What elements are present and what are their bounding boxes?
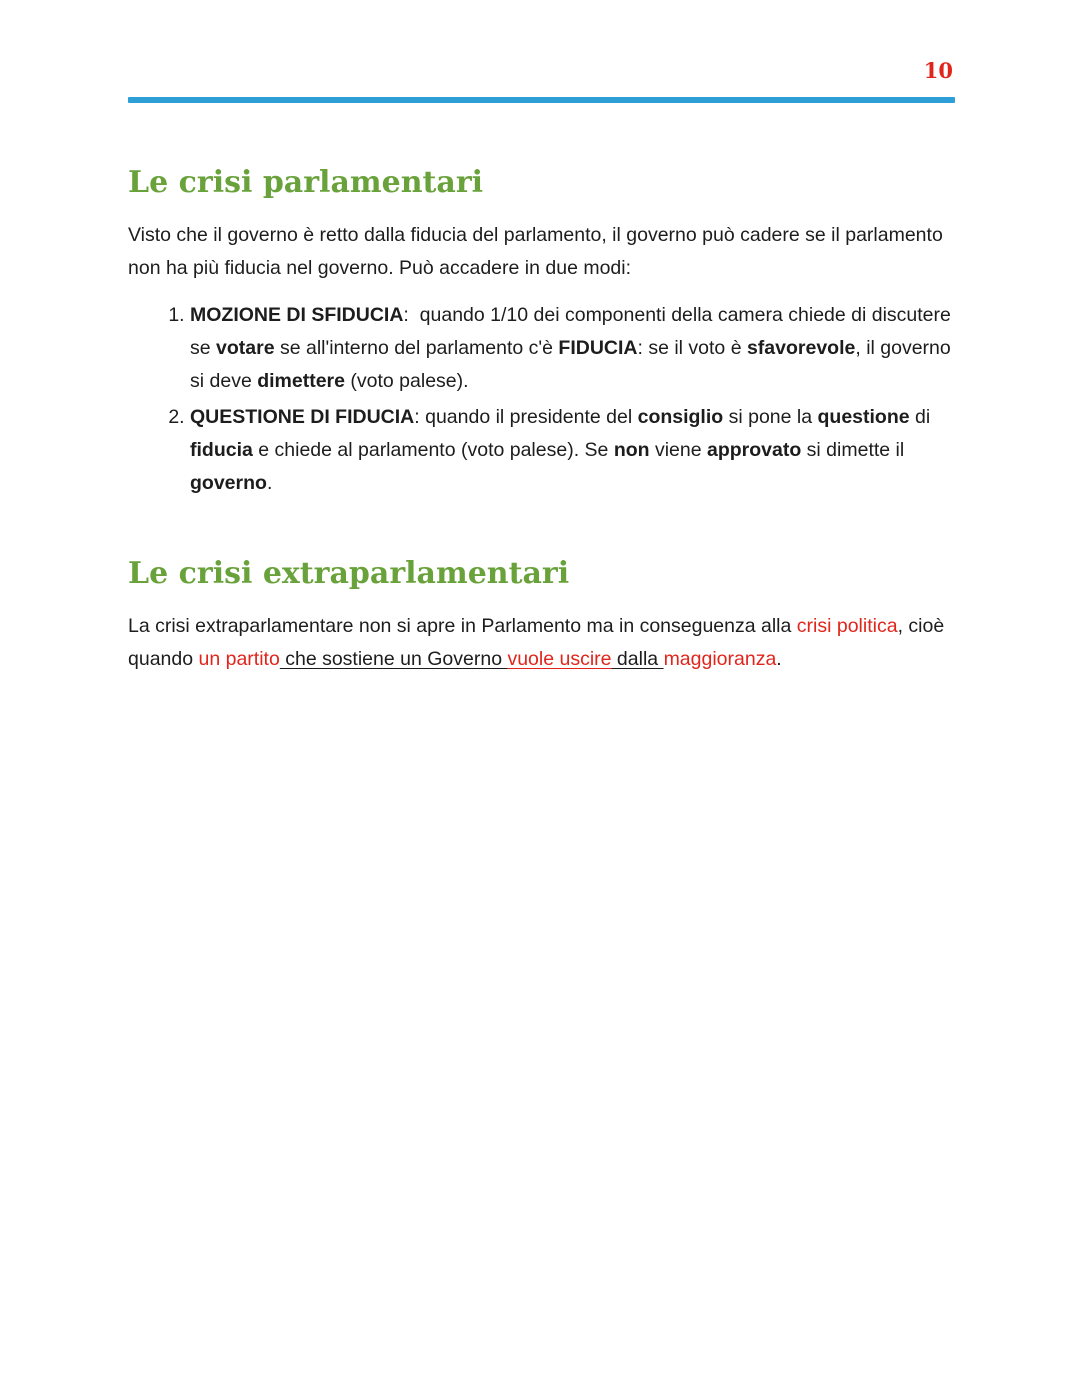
text-segment: , cioè quando	[128, 615, 950, 670]
text-segment: di	[909, 406, 936, 428]
text-segment: (voto palese).	[344, 370, 469, 392]
text-segment: : quando 1/10 dei componenti della camera chiede di discutere se	[190, 304, 957, 359]
text-segment: si dimette il	[801, 439, 910, 461]
text-segment-underlined: che sostiene un Governo	[279, 648, 508, 670]
text-segment: sfavorevole	[746, 337, 856, 359]
text-segment-underlined: dalla	[611, 648, 664, 670]
text-segment: votare	[216, 337, 275, 359]
text-segment-red: un partito	[198, 648, 280, 670]
text-segment: QUESTIONE DI FIDUCIA	[190, 406, 415, 428]
text-segment: questione	[817, 406, 910, 428]
page-number: 10	[923, 58, 953, 83]
text-segment: La crisi extraparlamentare non si apre in Parlamento ma in conseguenza alla	[128, 615, 797, 637]
text-segment: FIDUCIA	[558, 337, 638, 359]
header-rule-divider	[128, 97, 955, 103]
intro-paragraph	[128, 219, 955, 285]
text-segment: si pone la	[723, 406, 818, 428]
text-segment-red-underlined: vuole uscire	[507, 648, 612, 670]
text-segment: MOZIONE DI SFIDUCIA	[190, 304, 404, 326]
list-item-mozione-di-sfiducia	[190, 299, 955, 398]
heading-crisi-extraparlamentari: Le crisi extraparlamentari	[128, 556, 570, 591]
heading-crisi-parlamentari: Le crisi parlamentari	[128, 165, 484, 200]
text-segment: : quando il presidente del	[414, 406, 638, 428]
text-segment: se all'interno del parlamento c'è	[274, 337, 559, 359]
text-segment: Visto che il governo è retto dalla fiducia del parlamento, il governo può cadere se il parlamento non ha più fiducia nel governo. Può accadere in due modi:	[128, 224, 949, 279]
text-segment: non	[613, 439, 650, 461]
text-segment-red: crisi politica	[796, 615, 898, 637]
text-segment: e chiede al parlamento (voto palese). Se	[252, 439, 614, 461]
extraparlamentari-paragraph	[128, 610, 955, 676]
text-segment: approvato	[707, 439, 802, 461]
text-segment: dimettere	[257, 370, 345, 392]
text-segment: consiglio	[637, 406, 724, 428]
text-segment: governo	[190, 472, 267, 494]
text-segment: .	[776, 648, 782, 670]
text-segment: , il governo si deve	[190, 337, 957, 392]
text-segment: : se il voto è	[637, 337, 747, 359]
text-segment: .	[266, 472, 273, 494]
text-segment: viene	[649, 439, 707, 461]
text-segment-red: maggioranza	[663, 648, 777, 670]
list-item-questione-di-fiducia	[190, 401, 955, 500]
numbered-list	[128, 299, 955, 500]
text-segment: fiducia	[190, 439, 253, 461]
